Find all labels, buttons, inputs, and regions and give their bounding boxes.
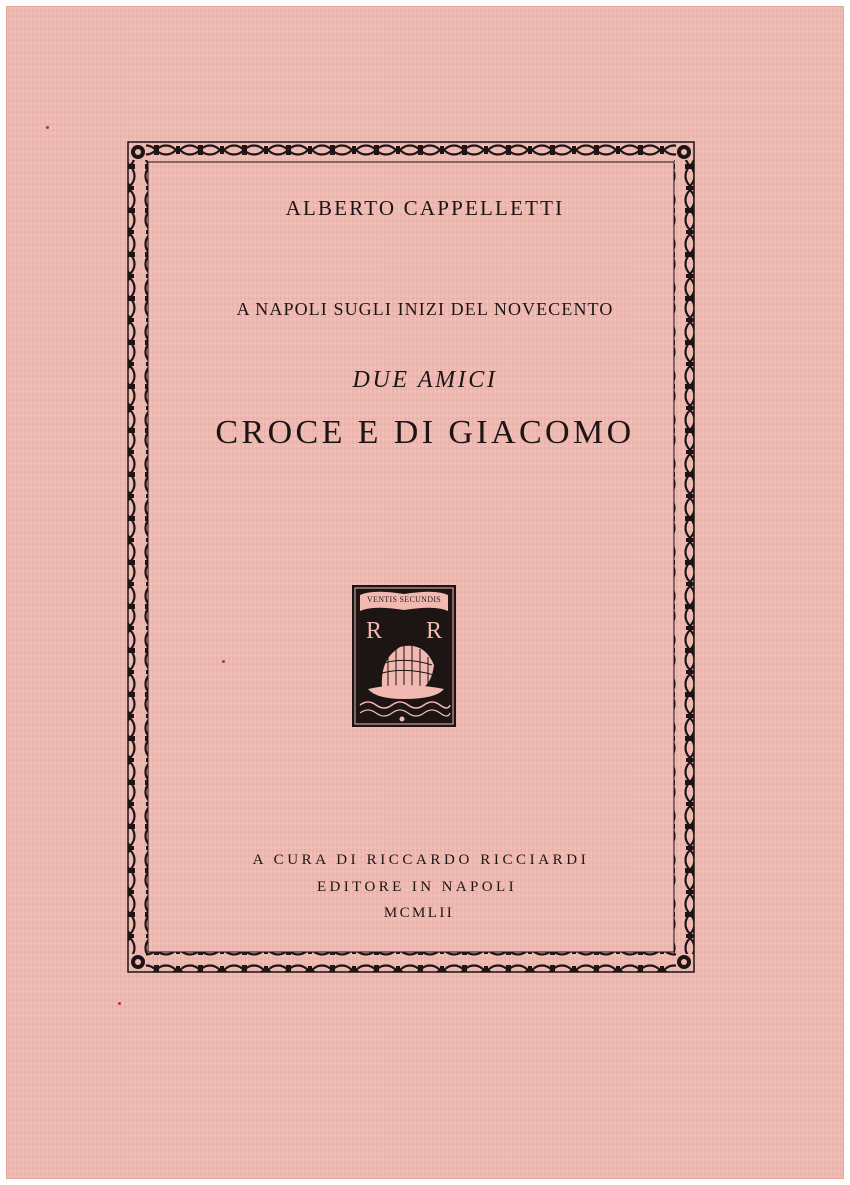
printer-mark-emblem xyxy=(352,585,456,727)
publication-year: MCMLII xyxy=(383,905,455,921)
publisher-city: EDITORE IN NAPOLI xyxy=(316,879,517,895)
book-title: CROCE E DI GIACOMO xyxy=(215,414,635,451)
paper-speck xyxy=(118,1002,121,1005)
title-italic: DUE AMICI xyxy=(352,367,498,393)
printer-mark-letter-right: R xyxy=(425,618,442,644)
publisher-line: A CURA DI RICCARDO RICCIARDI xyxy=(252,852,590,868)
printer-mark-letter-left: R xyxy=(366,618,383,644)
paper-speck xyxy=(222,660,225,663)
paper-speck xyxy=(46,126,49,129)
subtitle: A NAPOLI SUGLI INIZI DEL NOVECENTO xyxy=(236,299,614,319)
printer-mark xyxy=(352,585,456,727)
author-name: ALBERTO CAPPELLETTI xyxy=(285,196,565,220)
printer-mark-motto: VENTIS SECUNDIS xyxy=(366,595,442,604)
